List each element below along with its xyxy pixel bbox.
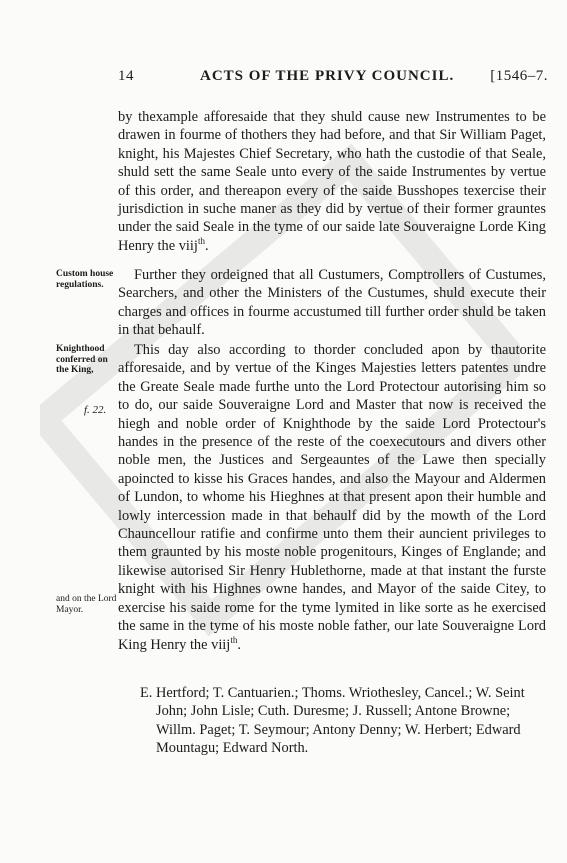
page-number: 14 [118,68,134,84]
margin-note-custom-house: Custom house regulations. [56,269,114,290]
paragraph-knighthood [118,341,546,654]
paragraph-text: Further they ordeigned that all Custumers, Comptrollers of Custumes, Searchers, and other the Ministers of the Custumes, shuld execute their charges and offices in fourme accustumed till further order shuld be taken in that behaulf. [118,267,546,339]
punctuation: . [204,237,209,254]
year-range: [1546–7. [490,68,548,84]
page-title: ACTS OF THE PRIVY COUNCIL. [200,68,455,84]
superscript: th [197,236,205,247]
paragraph-text: by thexample afforesaide that they shuld cause new Instrumentes to be drawen in fourme of thothers they had before, and that Sir William Paget, knight, his Majestes Chief Secretary, who hath the custodie of that Seale, shuld sett the same Seale unto every of the saide Instrumentes by vertue of this order, and thereapon every of the saide Busshopes texercise their jurisdiction in suche maner as they did by vertue of their former grauntes under the said Seale in the tyme of our saide late Souveraigne Lorde King Henry the viij [118,109,546,254]
margin-note-knighthood: Knighthood conferred on the King, [56,344,108,375]
paragraph-continuation [118,108,546,255]
paragraph-text: This day also according to thorder concluded apon by thautorite afforesaide, and by vertue of the Kinges Majesties letters patentes undre the Greate Seale made furthe unto the Lord Protectour autorising him so to do, our saide Souveraigne Lord and Master that now is received the hiegh and noble order of Knighthode by the saide Lord Protectour's handes in the presence of the reste of the coexecutours and divers other noble men, the Justices and Sergeauntes of the Lawe then specially apoincted to kisse his Graces handes, and also the Mayour and Aldermen of Lundon, to whome his Hieghnes at that present apon their humble and lowly intercession made in that behaulf did by the mowth of the Lord Chauncellour ratifie and confirme unto them their auncient privileges to them graunted by his moste noble progenitours, Kinges of Englande; and likewise autorised Sir Henry Hublethorne, made at that instant the furste knight with his Highnes owne handes, and Mayor of the saide Citey, to exercise his saide rome for the tyme lymited in like sorte as he exercised the same in the tyme of his moste noble father, our late Souveraigne Lord King Henry the viij [118,342,546,653]
punctuation: . [237,636,241,653]
margin-note-mayor: and on the Lord Mayor. [56,594,117,615]
paragraph-customs [118,266,546,340]
superscript: th [230,634,238,645]
folio-marker: f. 22. [84,404,107,416]
signatories-list: E. Hertford; T. Cantuarien.; Thoms. Wriothesley, Cancel.; W. Seint John; John Lisle; Cuth. Duresme; J. Russell; Antone Browne; Willm. Paget; T. Seymour; Antony Denny; W. Herbert; Edward Mountagu; Edward North. [140,685,525,757]
